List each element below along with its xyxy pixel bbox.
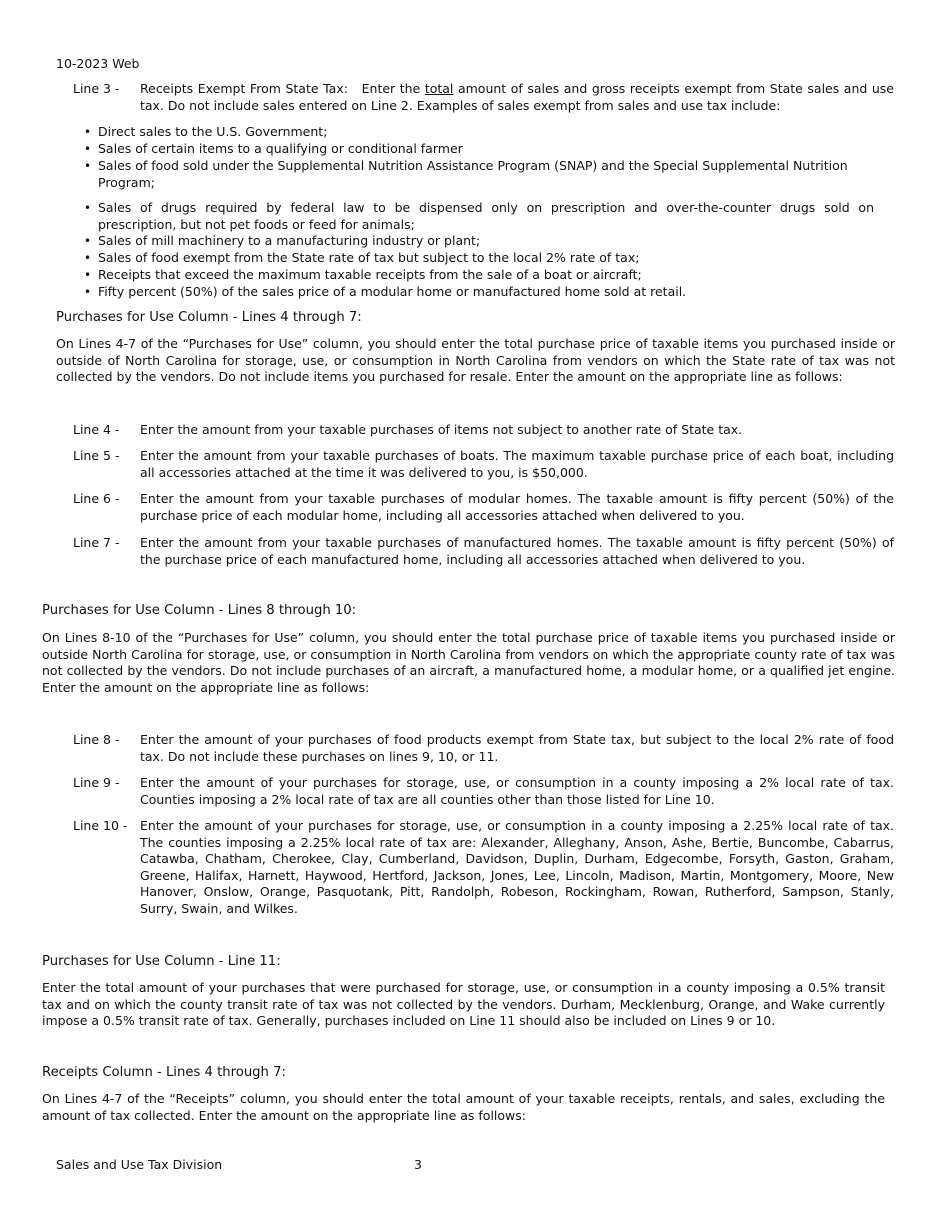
section-text-receipts: On Lines 4-7 of the “Receipts” column, you should enter the total amount of your taxable receipts, rentals, and sales, excluding the amount of tax collected. Enter the amount on the appropriate line as follows: bbox=[42, 1091, 885, 1123]
footer-division: Sales and Use Tax Division bbox=[56, 1157, 223, 1172]
doc-version: 10-2023 Web bbox=[56, 56, 140, 71]
list-item: • Receipts that exceed the maximum taxable receipts from the sale of a boat or aircraft; bbox=[84, 267, 642, 282]
line-9: Line 9 - Enter the amount of your purchases for storage, use, or consumption in a county imposing a 2% local rate of tax. Counties imposing a 2% local rate of tax are all counties other than those listed for Line 10. bbox=[73, 775, 894, 807]
list-item: • Direct sales to the U.S. Government; bbox=[84, 124, 328, 139]
line-8: Line 8 - Enter the amount of your purchases of food products exempt from State tax, but subject to the local 2% rate of food tax. Do not include these purchases on lines 9, 10, or 11. bbox=[73, 732, 894, 764]
line-5: Line 5 - Enter the amount from your taxable purchases of boats. The maximum taxable purchase price of each boat, including all accessories attached at the time it was delivered to you, is $50,000. bbox=[73, 448, 894, 480]
list-item: • Sales of food exempt from the State rate of tax but subject to the local 2% rate of tax; bbox=[84, 250, 640, 265]
list-item: • Sales of mill machinery to a manufacturing industry or plant; bbox=[84, 233, 481, 248]
line-4: Line 4 - Enter the amount from your taxable purchases of items not subject to another rate of State tax. bbox=[73, 422, 743, 437]
section-intro-lines-4-7: On Lines 4-7 of the “Purchases for Use” column, you should enter the total purchase price of taxable items you purchased inside or outside of North Carolina for storage, use, or consumption in North Carolina from vendors on which the State rate of tax was not collected by the vendors. Do not include items you purchased for resale. Enter the amount on the appropriate line as follows: bbox=[56, 336, 895, 384]
line-6: Line 6 - Enter the amount from your taxable purchases of modular homes. The taxable amount is fifty percent (50%) of the purchase price of each modular home, including all accessories attached when delivered to you. bbox=[73, 491, 894, 523]
section-text-line-11: Enter the total amount of your purchases that were purchased for storage, use, or consumption in a county imposing a 0.5% transit tax and on which the county transit rate of tax was not collected by the vendors. Durham, Mecklenburg, Orange, and Wake currently impose a 0.5% transit rate of tax. Generally, purchases included on Line 11 should also be included on Lines 9 or 10. bbox=[42, 980, 885, 1028]
section-title-line-11: Purchases for Use Column - Line 11: bbox=[42, 954, 281, 969]
list-item: • Sales of food sold under the Supplemental Nutrition Assistance Program (SNAP) and the Special Supplemental Nutrition Program; bbox=[84, 158, 848, 190]
list-item: • Sales of certain items to a qualifying or conditional farmer bbox=[84, 141, 463, 156]
page-number: 3 bbox=[414, 1157, 422, 1172]
line-7: Line 7 - Enter the amount from your taxable purchases of manufactured homes. The taxable amount is fifty percent (50%) of the purchase price of each manufactured home, including all accessories attached when delivered to you. bbox=[73, 535, 894, 567]
line-3-title: Receipts Exempt From State Tax: bbox=[140, 81, 348, 96]
exempt-bullet-list bbox=[84, 124, 874, 301]
list-item: • Fifty percent (50%) of the sales price of a modular home or manufactured home sold at retail. bbox=[84, 284, 687, 299]
line-3-label: Line 3 - bbox=[73, 81, 120, 96]
line-3-text: Receipts Exempt From State Tax: Enter the total amount of sales and gross receipts exempt from State sales and use tax. Do not include sales entered on Line 2. Examples of sales exempt from sales and use tax include: bbox=[140, 81, 895, 113]
line-10: Line 10 - Enter the amount of your purchases for storage, use, or consumption in a county imposing a 2.25% local rate of tax. The counties imposing a 2.25% local rate of tax are: Alexander, Alleghany, Anson, Ashe, Bertie, Buncombe, Cabarrus, Catawba, Chatham, Cherokee, Clay, Cumberland, Davidson, Duplin, Durham, Edgecombe, Forsyth, Gaston, Graham, Greene, Halifax, Harnett, Haywood, Hertford, Jackson, Jones, Lee, Lincoln, Madison, Martin, Montgomery, Moore, New Hanover, Onslow, Orange, Pasquotank, Pitt, Randolph, Robeson, Rockingham, Rowan, Rutherford, Sampson, Stanly, Surry, Swain, and Wilkes. bbox=[73, 818, 894, 916]
line-3 bbox=[73, 81, 894, 115]
section-title-lines-8-10: Purchases for Use Column - Lines 8 through 10: bbox=[42, 603, 357, 618]
list-item: • Sales of drugs required by federal law to be dispensed only on prescription and over-the-counter drugs sold on prescription, but not pet foods or feed for animals; bbox=[84, 200, 874, 232]
section-title-lines-4-7: Purchases for Use Column - Lines 4 through 7: bbox=[56, 310, 362, 325]
section-intro-lines-8-10: On Lines 8-10 of the “Purchases for Use” column, you should enter the total purchase price of taxable items you purchased inside or outside North Carolina for storage, use, or consumption in North Carolina from vendors on which the appropriate county rate of tax was not collected by the vendors. Do not include purchases of an aircraft, a manufactured home, a modular home, or a qualified jet engine. Enter the amount on the appropriate line as follows: bbox=[42, 630, 895, 695]
section-title-receipts: Receipts Column - Lines 4 through 7: bbox=[42, 1065, 286, 1080]
